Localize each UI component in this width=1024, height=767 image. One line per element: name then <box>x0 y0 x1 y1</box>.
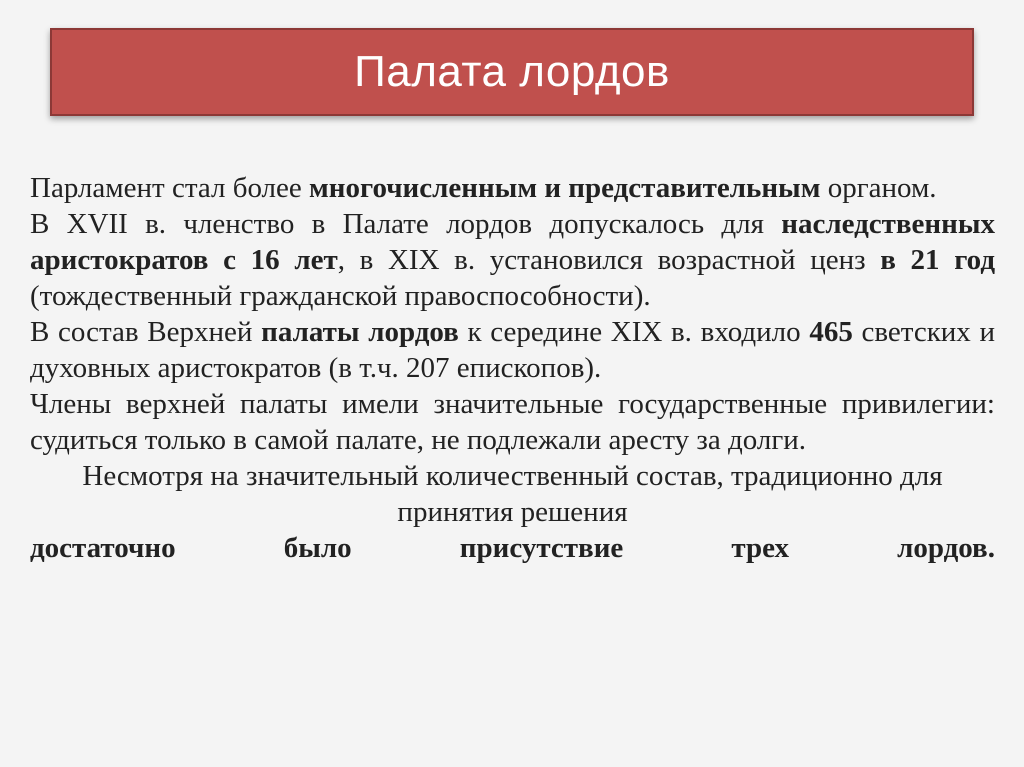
p4-text-1: Члены верхней палаты имели значительные государственные привилегии: судиться только в самой палате, не подлежали аресту за долги. <box>30 388 995 456</box>
paragraph-2 <box>30 206 995 314</box>
paragraph-6 <box>30 530 995 566</box>
p2-bold-2: в 21 год <box>880 244 995 276</box>
p2-text-2: , в XIX в. установился возрастной ценз <box>337 244 881 276</box>
p2-text-1: В XVII в. членство в Палате лордов допускалось для <box>30 208 782 240</box>
p3-text-3: светских и духовных аристократов (в т.ч. 207 епископов). <box>30 316 996 384</box>
p6-word-1: достаточно <box>30 532 176 564</box>
title-bar <box>50 28 974 116</box>
paragraph-1 <box>30 170 995 206</box>
p3-bold-2: 465 <box>809 316 853 348</box>
p6-word-4: трех <box>731 532 789 564</box>
paragraph-3 <box>30 314 995 386</box>
p6-word-2: было <box>283 532 352 564</box>
p3-bold-1: палаты лордов <box>261 316 459 348</box>
p1-bold-1: многочисленным и представительным <box>309 172 821 204</box>
p5-text-1: Несмотря на значительный количественный состав, традиционно для принятия решения <box>82 460 943 528</box>
p3-text-1: В состав Верхней <box>30 316 262 348</box>
p3-text-2: к середине XIX в. входило <box>458 316 810 348</box>
paragraph-5 <box>30 458 995 530</box>
slide-body <box>30 170 995 566</box>
p6-word-3: присутствие <box>459 532 624 564</box>
paragraph-4 <box>30 386 995 458</box>
p1-text-2: органом. <box>820 172 937 204</box>
p2-text-3: (тождественный гражданской правоспособности). <box>30 280 651 312</box>
p6-word-5: лордов. <box>897 532 995 564</box>
p1-text-1: Парламент стал более <box>30 172 310 204</box>
slide-title: Палата лордов <box>354 47 670 96</box>
p2-bold-1: наследственных аристократов с 16 лет <box>30 208 995 276</box>
